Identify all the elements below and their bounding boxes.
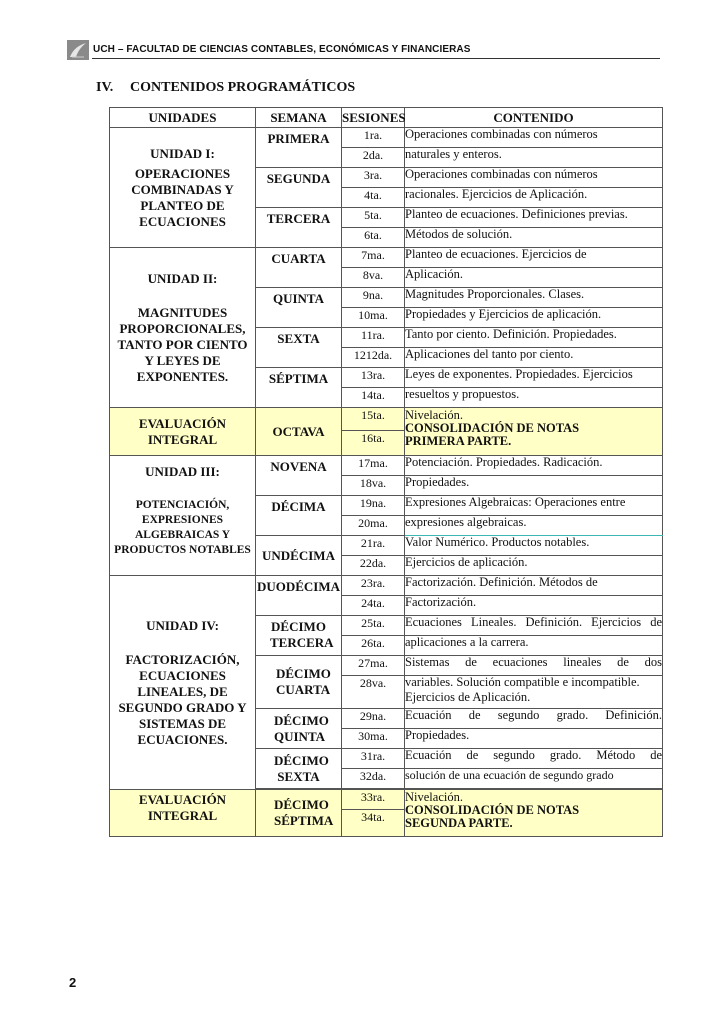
session-cell: 9na.: [342, 288, 405, 308]
col-sesiones: SESIONES: [342, 108, 405, 128]
faculty-logo-icon: [67, 40, 89, 60]
unit-2-title: UNIDAD II:: [147, 270, 218, 286]
content-cell: Planteo de ecuaciones. Definiciones previas.: [405, 208, 663, 228]
content-cell: solución de una ecuación de segundo grado: [405, 769, 663, 789]
session-cell: 30ma.: [342, 729, 405, 749]
content-cell: [405, 676, 663, 709]
session-cell: 21ra.: [342, 536, 405, 556]
session-cell: 7ma.: [342, 248, 405, 268]
content-line: CONSOLIDACIÓN DE NOTAS: [405, 803, 580, 818]
week-cell: OCTAVA: [256, 408, 342, 456]
week-cell: DÉCIMO CUARTA: [256, 656, 342, 709]
content-cell: expresiones algebraicas.: [405, 516, 663, 536]
content-cell: Sistemas de ecuaciones lineales de dos: [405, 656, 663, 676]
unit-1-name: OPERACIONES COMBINADAS Y PLANTEO DE ECUACIONES: [131, 165, 234, 229]
content-line: variables. Solución compatible e incompatible.: [405, 675, 640, 689]
content-cell: resueltos y propuestos.: [405, 388, 663, 408]
content-cell: [405, 408, 663, 456]
unit-1-title: UNIDAD I:: [150, 145, 215, 161]
session-cell: 8va.: [342, 268, 405, 288]
content-line: Nivelación.: [405, 408, 463, 422]
unit-4-title: UNIDAD IV:: [146, 617, 219, 633]
table-row: [110, 128, 663, 148]
session-cell: 20ma.: [342, 516, 405, 536]
week-cell: DÉCIMO SÉPTIMA: [256, 790, 342, 837]
session-cell: 1212da.: [342, 348, 405, 368]
week-cell: DÉCIMO TERCERA: [256, 616, 342, 656]
session-cell: 6ta.: [342, 228, 405, 248]
session-cell: 23ra.: [342, 576, 405, 596]
session-cell: 22da.: [342, 556, 405, 576]
session-cell: 33ra.: [342, 790, 405, 810]
session-cell: 17ma.: [342, 456, 405, 476]
content-cell: Planteo de ecuaciones. Ejercicios de: [405, 248, 663, 268]
content-cell: Métodos de solución.: [405, 228, 663, 248]
content-cell: naturales y enteros.: [405, 148, 663, 168]
week-cell: PRIMERA: [256, 128, 342, 168]
week-cell: DÉCIMA: [256, 496, 342, 536]
col-contenido: CONTENIDO: [405, 108, 663, 128]
table-row: [110, 248, 663, 268]
session-cell: 29na.: [342, 709, 405, 729]
session-cell: 5ta.: [342, 208, 405, 228]
session-cell: 18va.: [342, 476, 405, 496]
content-cell: [405, 790, 663, 837]
week-cell: NOVENA: [256, 456, 342, 496]
section-heading: [96, 80, 355, 96]
content-line: Nivelación.: [405, 790, 463, 804]
table-row: [110, 408, 663, 431]
header-institution: UCH – FACULTAD DE CIENCIAS CONTABLES, ECONÓMICAS Y FINANCIERAS: [93, 44, 471, 55]
content-cell: Factorización.: [405, 596, 663, 616]
content-cell: Magnitudes Proporcionales. Clases.: [405, 288, 663, 308]
content-line: CONSOLIDACIÓN DE NOTAS: [405, 421, 580, 436]
content-cell: Operaciones combinadas con números: [405, 168, 663, 188]
content-cell: aplicaciones a la carrera.: [405, 636, 663, 656]
table-row: [110, 576, 663, 596]
unit-4-name: FACTORIZACIÓN, ECUACIONES LINEALES, DE SEGUNDO GRADO Y SISTEMAS DE ECUACIONES.: [118, 651, 247, 747]
week-cell: DUODÉCIMA: [256, 576, 342, 616]
unit-3-title: UNIDAD III:: [145, 464, 220, 479]
session-cell: 15ta.: [342, 408, 405, 431]
eval-2-cell: EVALUACIÓN INTEGRAL: [110, 790, 256, 837]
session-cell: 4ta.: [342, 188, 405, 208]
content-cell: Ecuación de segundo grado. Método de: [405, 749, 663, 769]
table-row: [110, 456, 663, 476]
unit-1-cell: [110, 128, 256, 248]
session-cell: 32da.: [342, 769, 405, 789]
table-row: [110, 790, 663, 810]
header-divider: [92, 58, 660, 59]
week-cell: UNDÉCIMA: [256, 536, 342, 576]
table-header-row: [110, 108, 663, 128]
section-number: IV.: [96, 80, 114, 95]
content-line: PRIMERA PARTE.: [405, 434, 512, 449]
content-cell: Tanto por ciento. Definición. Propiedades.: [405, 328, 663, 348]
session-cell: 1ra.: [342, 128, 405, 148]
unit-2-cell: [110, 248, 256, 408]
content-cell: Ejercicios de aplicación.: [405, 556, 663, 576]
week-cell: CUARTA: [256, 248, 342, 288]
session-cell: 2da.: [342, 148, 405, 168]
content-cell: Ecuación de segundo grado. Definición.: [405, 709, 663, 729]
program-table: [109, 107, 663, 837]
session-cell: 3ra.: [342, 168, 405, 188]
session-cell: 19na.: [342, 496, 405, 516]
session-cell: 34ta.: [342, 810, 405, 837]
session-cell: 27ma.: [342, 656, 405, 676]
content-cell: racionales. Ejercicios de Aplicación.: [405, 188, 663, 208]
content-cell: Potenciación. Propiedades. Radicación.: [405, 456, 663, 476]
content-cell: Factorización. Definición. Métodos de: [405, 576, 663, 596]
content-cell: Propiedades.: [405, 476, 663, 496]
unit-2-name: MAGNITUDES PROPORCIONALES, TANTO POR CIENTO Y LEYES DE EXPONENTES.: [117, 304, 248, 384]
page-number: 2: [69, 975, 77, 990]
col-unidades: UNIDADES: [110, 108, 256, 128]
unit-3-cell: [110, 456, 256, 576]
session-cell: 13ra.: [342, 368, 405, 388]
content-cell: Leyes de exponentes. Propiedades. Ejercicios: [405, 368, 663, 388]
content-cell: Propiedades y Ejercicios de aplicación.: [405, 308, 663, 328]
content-cell: Operaciones combinadas con números: [405, 128, 663, 148]
session-cell: 28va.: [342, 676, 405, 709]
session-cell: 16ta.: [342, 431, 405, 456]
week-cell: DÉCIMO QUINTA: [256, 709, 342, 749]
week-cell: DÉCIMO SEXTA: [256, 749, 342, 789]
content-cell: Expresiones Algebraicas: Operaciones entre: [405, 496, 663, 516]
unit-4-cell: [110, 576, 256, 790]
unit-3-name: POTENCIACIÓN, EXPRESIONES ALGEBRAICAS Y PRODUCTOS NOTABLES: [114, 499, 251, 556]
session-cell: 10ma.: [342, 308, 405, 328]
session-cell: 31ra.: [342, 749, 405, 769]
content-cell: Ecuaciones Lineales. Definición. Ejercicios de: [405, 616, 663, 636]
week-cell: SEXTA: [256, 328, 342, 368]
eval-1-cell: EVALUACIÓN INTEGRAL: [110, 408, 256, 456]
week-cell: QUINTA: [256, 288, 342, 328]
content-cell: Valor Numérico. Productos notables.: [405, 536, 663, 556]
week-cell: TERCERA: [256, 208, 342, 248]
content-cell: Aplicación.: [405, 268, 663, 288]
week-cell: SÉPTIMA: [256, 368, 342, 408]
session-cell: 25ta.: [342, 616, 405, 636]
content-cell: Aplicaciones del tanto por ciento.: [405, 348, 663, 368]
week-cell: SEGUNDA: [256, 168, 342, 208]
section-title: CONTENIDOS PROGRAMÁTICOS: [130, 80, 356, 95]
content-cell: Propiedades.: [405, 729, 663, 749]
session-cell: 11ra.: [342, 328, 405, 348]
content-line: SEGUNDA PARTE.: [405, 816, 513, 831]
session-cell: 24ta.: [342, 596, 405, 616]
col-semana: SEMANA: [256, 108, 342, 128]
session-cell: 14ta.: [342, 388, 405, 408]
session-cell: 26ta.: [342, 636, 405, 656]
content-line: Ejercicios de Aplicación.: [405, 690, 531, 705]
